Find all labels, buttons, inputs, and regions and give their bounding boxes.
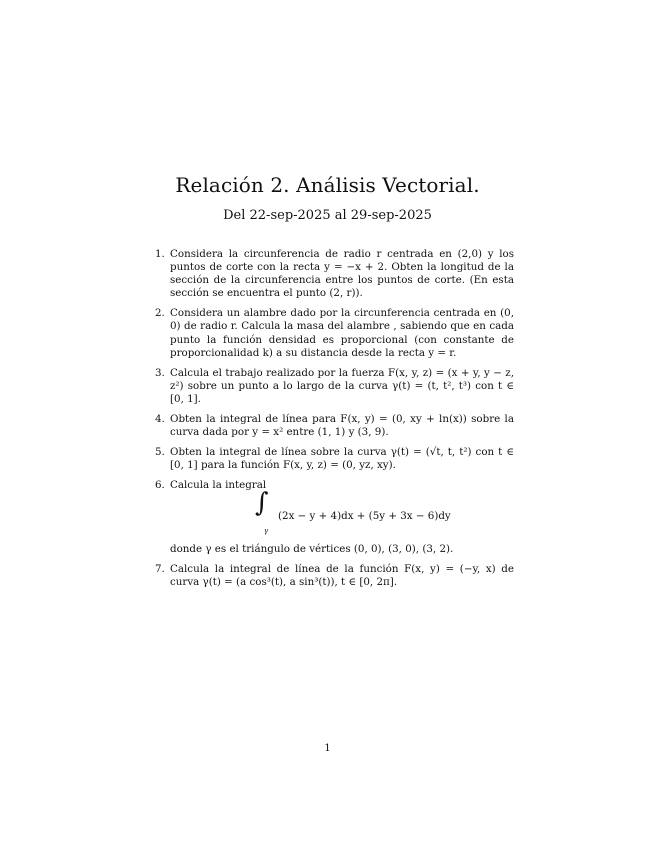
exercise-number: 2. [155, 307, 165, 320]
exercise-text: Calcula la integral [170, 479, 267, 492]
exercise-item [148, 563, 514, 589]
integral-subscript: γ [264, 526, 269, 535]
exercise-text: Calcula la integral de línea de la función F(x, y) = (−y, x) de curva γ(t) = (a cos³(t), a sin³(t)), t ∈ [0, 2π]. [170, 562, 514, 588]
exercise-text: Obten la integral de línea sobre la curva γ(t) = (√t, t, t²) con t ∈ [0, 1] para la función F(x, y, z) = (0, yz, xy). [170, 446, 514, 472]
exercise-number: 4. [155, 413, 165, 426]
exercise-list [148, 248, 514, 596]
exercise-text: Considera un alambre dado por la circunferencia centrada en (0, 0) de radio r. Calcula la masa del alambre , sabiendo que en cada punto la función densidad es proporcional (con constante de proporcionalidad k) a su distancia desde la recta y = r. [170, 307, 514, 359]
exercise-item [148, 479, 514, 555]
exercise-item [148, 307, 514, 359]
exercise-number: 3. [155, 366, 165, 379]
document-date-range: Del 22-sep-2025 al 29-sep-2025 [223, 208, 432, 223]
exercise-item [148, 248, 514, 300]
document-title: Relación 2. Análisis Vectorial. [175, 173, 480, 197]
exercise-followup-text: donde γ es el triángulo de vértices (0, 0), (3, 0), (3, 2). [170, 542, 454, 555]
exercise-number: 1. [155, 248, 165, 260]
exercise-text: Considera la circunferencia de radio r centrada en (2,0) y los puntos de corte con la recta y = −x + 2. Obten la longitud de la sección de la circunferencia entre los puntos de corte. (En esta sección se encuentra el punto (2, r)). [170, 248, 514, 300]
exercise-item [148, 413, 514, 439]
exercise-number: 5. [155, 446, 165, 459]
exercise-item [148, 446, 514, 472]
exercise-item [148, 367, 514, 406]
integral-sign: ∫ [255, 487, 269, 518]
integral-expression: (2x − y + 4)dx + (5y + 3x − 6)dy [278, 509, 451, 522]
page-number: 1 [324, 743, 331, 754]
line-integral-formula [170, 487, 514, 539]
exercise-text: Obten la integral de línea para F(x, y) = (0, xy + ln(x)) sobre la curva dada por y = x² entre (1, 1) y (3, 9). [170, 413, 514, 439]
exercise-number: 7. [155, 562, 165, 575]
exercise-number: 6. [155, 479, 165, 492]
exercise-text: Calcula el trabajo realizado por la fuerza F(x, y, z) = (x + y, y − z, z²) sobre un punto a lo largo de la curva γ(t) = (t, t², t³) con t ∈ [0, 1]. [170, 366, 514, 405]
